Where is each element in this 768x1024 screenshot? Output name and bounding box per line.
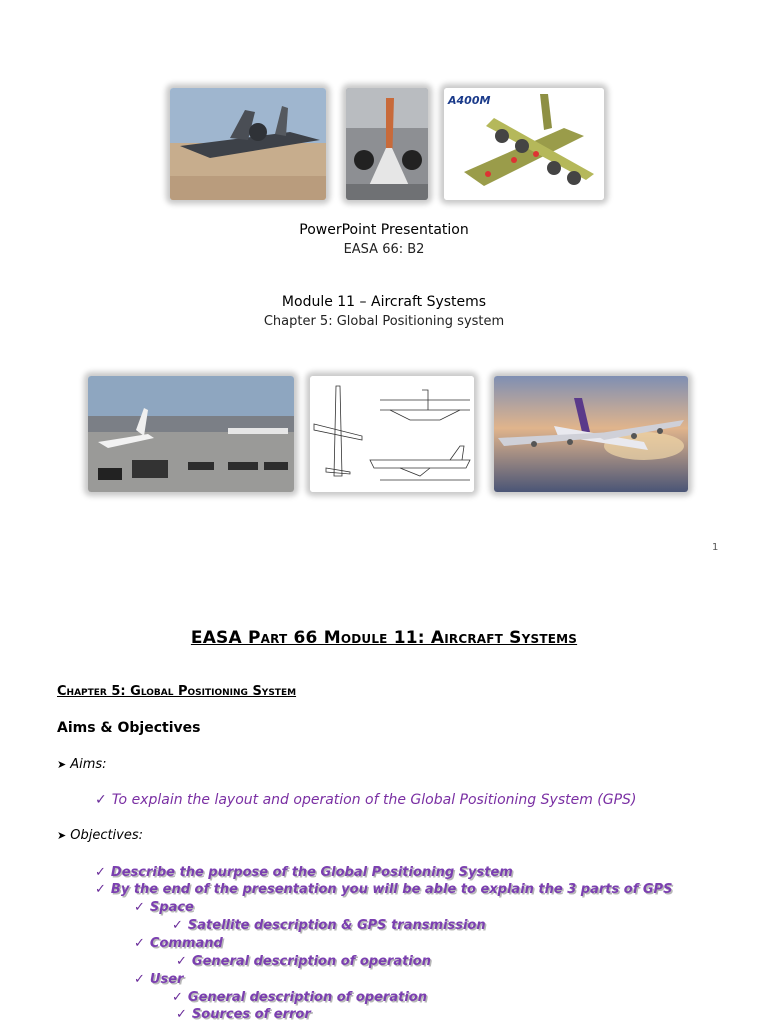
- check-icon: ✓: [95, 865, 106, 880]
- arrow-bullet-icon: ➤: [57, 758, 67, 771]
- check-icon: ✓: [95, 792, 107, 808]
- main-heading: EASA Part 66 Module 11: Aircraft Systems: [190, 628, 578, 648]
- aims-label: Aims:: [70, 757, 107, 772]
- chapter-heading: Chapter 5: Global Positioning System: [57, 684, 297, 699]
- check-icon: ✓: [172, 918, 183, 933]
- photo-aircraft-drawing: [310, 376, 474, 492]
- aims-item: [57, 757, 107, 772]
- objective-1-item: [95, 865, 513, 880]
- check-icon: ✓: [134, 900, 145, 915]
- cover-title: PowerPoint Presentation: [299, 222, 469, 238]
- photo-airport-apron: [88, 376, 294, 492]
- photo-a380-in-flight: [494, 376, 688, 492]
- objective-user-text: User: [149, 972, 184, 987]
- objective-user-item: [134, 972, 183, 987]
- a400m-label: A400M: [448, 94, 491, 107]
- photo-aircraft-on-ground: [170, 88, 326, 200]
- objective-1-text: Describe the purpose of the Global Positioning System: [110, 865, 513, 880]
- check-icon: ✓: [176, 954, 187, 969]
- objectives-label: Objectives:: [70, 828, 144, 843]
- aim-1-text: To explain the layout and operation of the Global Positioning System (GPS): [111, 792, 637, 808]
- objective-command-1-item: [176, 954, 431, 969]
- check-icon: ✓: [172, 990, 183, 1005]
- check-icon: ✓: [176, 1007, 187, 1022]
- objective-command-item: [134, 936, 223, 951]
- module-title: Module 11 – Aircraft Systems: [281, 294, 487, 310]
- objective-2-item: [95, 882, 672, 897]
- check-icon: ✓: [134, 972, 145, 987]
- arrow-bullet-icon: ➤: [57, 829, 67, 842]
- objective-space-text: Space: [149, 900, 194, 915]
- page-number: 1: [712, 542, 719, 553]
- check-icon: ✓: [95, 882, 106, 897]
- objective-user-1-text: General description of operation: [187, 990, 427, 1005]
- aim-1-item: [95, 792, 636, 808]
- objective-space-1-text: Satellite description & GPS transmission: [187, 918, 486, 933]
- objective-command-1-text: General description of operation: [191, 954, 431, 969]
- photo-landing-gear: [346, 88, 428, 200]
- objective-user-1-item: [172, 990, 427, 1005]
- photo-a400m-cutaway: [444, 88, 604, 200]
- objectives-item: [57, 828, 143, 843]
- objective-space-1-item: [172, 918, 486, 933]
- objective-space-item: [134, 900, 194, 915]
- section-heading: Aims & Objectives: [57, 720, 201, 736]
- check-icon: ✓: [134, 936, 145, 951]
- chapter-subtitle: Chapter 5: Global Positioning system: [263, 314, 505, 329]
- cover-subtitle: EASA 66: B2: [343, 242, 425, 257]
- objective-user-2-text: Sources of error: [191, 1007, 311, 1022]
- objective-2-text: By the end of the presentation you will be able to explain the 3 parts of GPS: [110, 882, 673, 897]
- objective-command-text: Command: [149, 936, 223, 951]
- objective-user-2-item: [176, 1007, 311, 1022]
